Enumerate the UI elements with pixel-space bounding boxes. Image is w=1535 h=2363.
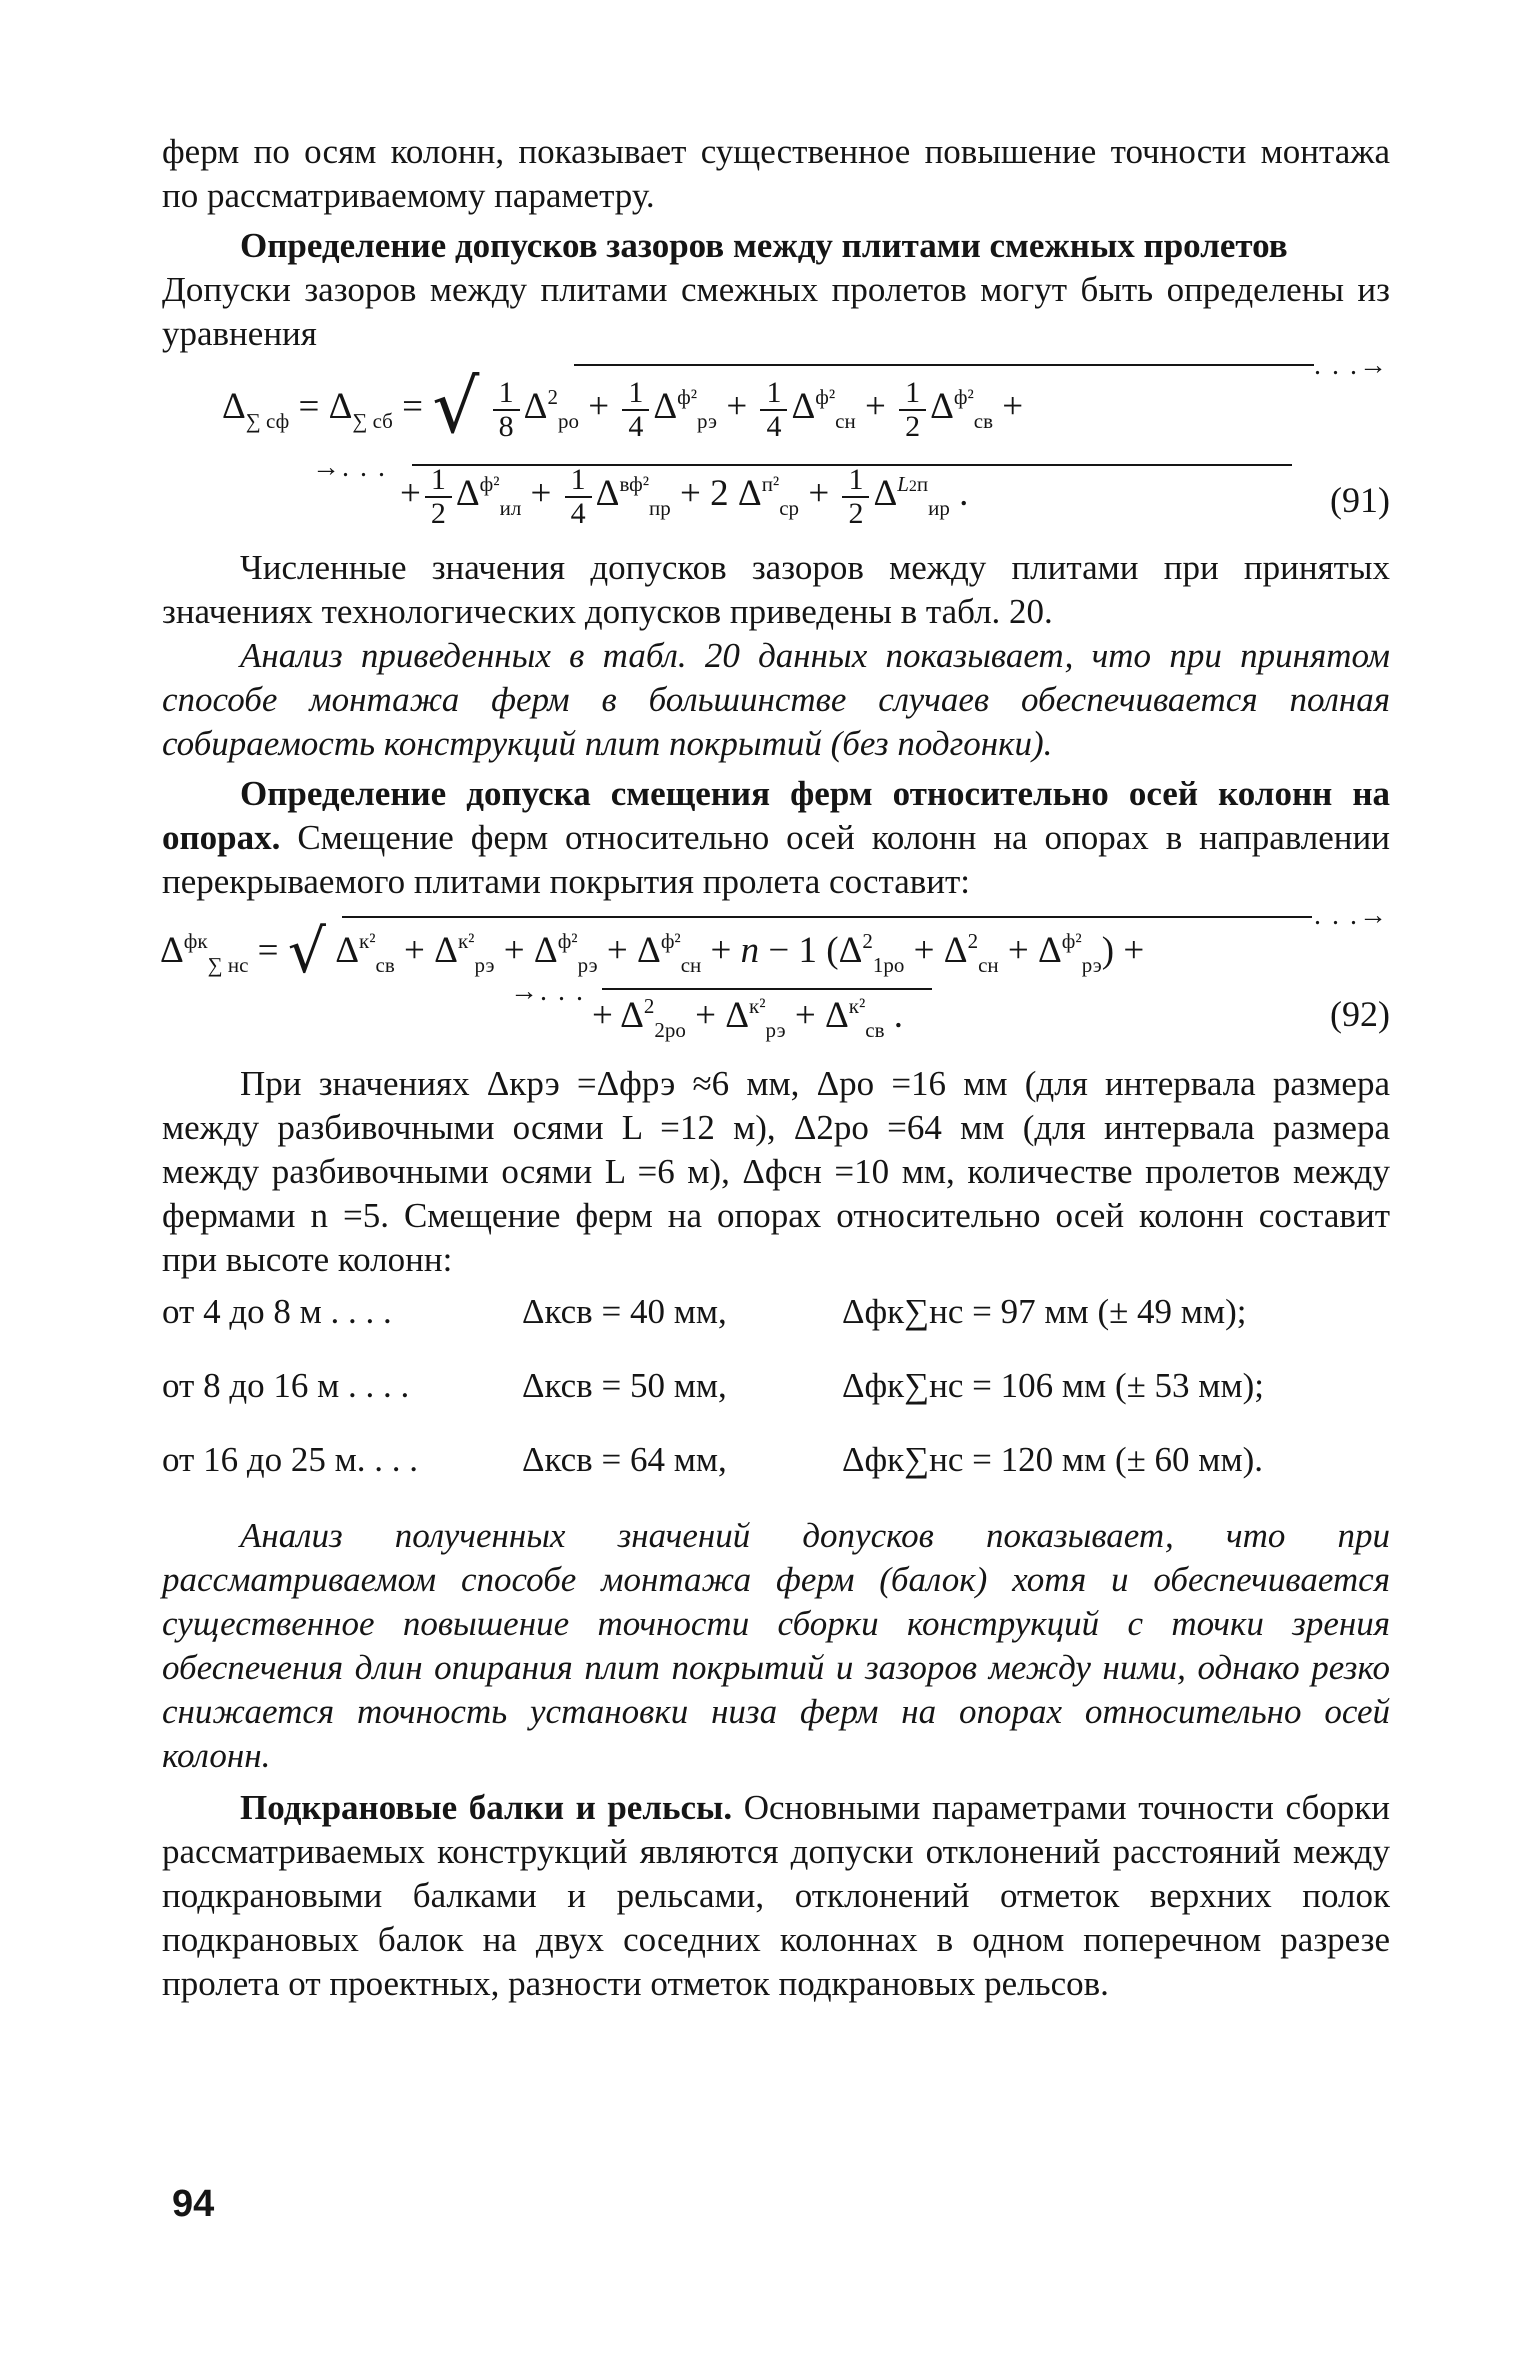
tolerance-dk: Δксв = 50 мм, [522, 1366, 727, 1405]
tolerance-df: Δфк∑нс = 97 мм (± 49 мм); [842, 1292, 1247, 1331]
paragraph-analysis-1: Анализ приведенных в табл. 20 данных показывает, что при принятом способе монтажа ферм в большинстве случаев обеспечивается полная собираемость конструкций плит покрытий (без подгонки). [162, 636, 1390, 763]
section-offset [162, 772, 1390, 904]
section-crane [162, 1786, 1390, 2006]
tolerance-range: от 8 до 16 м . . . . [162, 1366, 410, 1405]
equation-91 [162, 350, 1390, 546]
paragraph-offset-text: Смещение ферм относительно осей колонн на опорах в направлении перекрываемого плитами покрытия пролета составит: [162, 818, 1391, 901]
heading-gaps: Определение допусков зазоров между плитами смежных пролетов [240, 226, 1288, 265]
paragraph-conditions: При значениях Δкрэ =Δфрэ ≈6 мм, Δро =16 мм (для интервала размера между разбивочными осями L =12 м), Δ2ро =64 мм (для интервала размера между разбивочными осями L =6 м), Δфсн =10 мм, количестве пролетов между фермами n =5. Смещение ферм на опорах относительно осей колонн составит при высоте колонн: [162, 1064, 1390, 1279]
section-gaps [162, 224, 1390, 268]
paragraph-values: Численные значения допусков зазоров между плитами при принятых значениях технологических допусков приведены в табл. 20. [162, 548, 1390, 631]
equation-91-number: (91) [1330, 480, 1390, 520]
tolerance-list [162, 1290, 1390, 1512]
page-number: 94 [172, 2183, 215, 2225]
paragraph-intro: ферм по осям колонн, показывает существенное повышение точности монтажа по рассматриваемому параметру. [162, 132, 1390, 215]
equation-91-line1: $\Delta_{\sum сф} = \Delta_{\sum сб}$ = √ $\frac{1}{8}$ $\Delta^2_{ро}$ + $\frac{1}{4}$ $\Delta^{ф^2}_{рэ}$ + $\frac{1}{4}$ $\Delta^{ф^2}_{сн}$ + $\frac{1}{2}$ $\Delta^{ф^2}_{св}$ + [222, 364, 1024, 450]
equation-92-cont-right: . . .→ [1314, 900, 1389, 931]
equation-92-number: (92) [1330, 994, 1390, 1034]
tolerance-df: Δфк∑нс = 120 мм (± 60 мм). [842, 1440, 1264, 1479]
equation-92-line2: + $\Delta^2_{2ро} + \Delta^{к^2}_{рэ} + \Delta^{к^2}_{св}$ . [592, 994, 904, 1042]
tolerance-row [162, 1364, 1390, 1438]
tolerance-row [162, 1290, 1390, 1364]
paragraph-analysis-2: Анализ полученных значений допусков показывает, что при рассматриваемом способе монтажа ферм (балок) хотя и обеспечивается существенное повышение точности сборки конструкций с точки зрения обеспечения длин опирания плит покрытий и зазоров между ними, однако резко снижается точность установки низа ферм на опорах относительно осей колонн. [162, 1516, 1390, 1775]
page-body [162, 130, 1390, 2006]
heading-offset: Определение допуска смещения ферм относительно осей колонн на опорах. [162, 774, 1390, 857]
tolerance-range: от 16 до 25 м. . . . [162, 1440, 419, 1479]
tolerance-df: Δфк∑нс = 106 мм (± 53 мм); [842, 1366, 1264, 1405]
equation-91-cont-left: →. . . [312, 452, 387, 483]
tolerance-dk: Δксв = 40 мм, [522, 1292, 727, 1331]
heading-crane: Подкрановые балки и рельсы. [240, 1788, 733, 1827]
equation-92-line1: $\Delta^{фк}_{\sum нс}$ = √ $\Delta^{к^2}_{св} + \Delta^{к^2}_{рэ} + \Delta^{ф^2}_{рэ} + \Delta^{ф^2}_{сн} + n - 1$ $(\Delta^2_{1ро} + \Delta^2_{сн} + \Delta^{ф^2}_{рэ})$ + [160, 917, 1145, 987]
tolerance-range: от 4 до 8 м . . . . [162, 1292, 392, 1331]
equation-91-line2: + $\frac{1}{2}$ $\Delta^{ф^2}_{ил}$ + $\frac{1}{4}$ $\Delta^{вф^2}_{пр} + 2$ $\Delta^{п^2}_{ср}$ + $\frac{1}{2}$ $\Delta^{L2п}_{ир}$ . [400, 463, 969, 530]
equation-91-cont-right: . . .→ [1314, 350, 1389, 381]
paragraph-gaps-intro: Допуски зазоров между плитами смежных пролетов могут быть определены из уравнения [162, 270, 1390, 353]
equation-91-vinculum1 [574, 364, 1314, 366]
paragraph-crane-text: Основными параметрами точности сборки рассматриваемых конструкций являются допуски отклонений расстояний между подкрановыми балками и рельсами, отклонений отметок верхних полок подкрановых балок на двух соседних колоннах в одном поперечном разрезе пролета от проектных, разности отметок подкрановых рельсов. [162, 1788, 1391, 2003]
equation-92-vinculum1 [342, 916, 1312, 918]
tolerance-dk: Δксв = 64 мм, [522, 1440, 727, 1479]
equation-92-vinculum2 [602, 988, 932, 990]
tolerance-row [162, 1438, 1390, 1512]
equation-92 [160, 900, 1390, 1048]
equation-92-cont-left: →. . . [510, 976, 585, 1007]
